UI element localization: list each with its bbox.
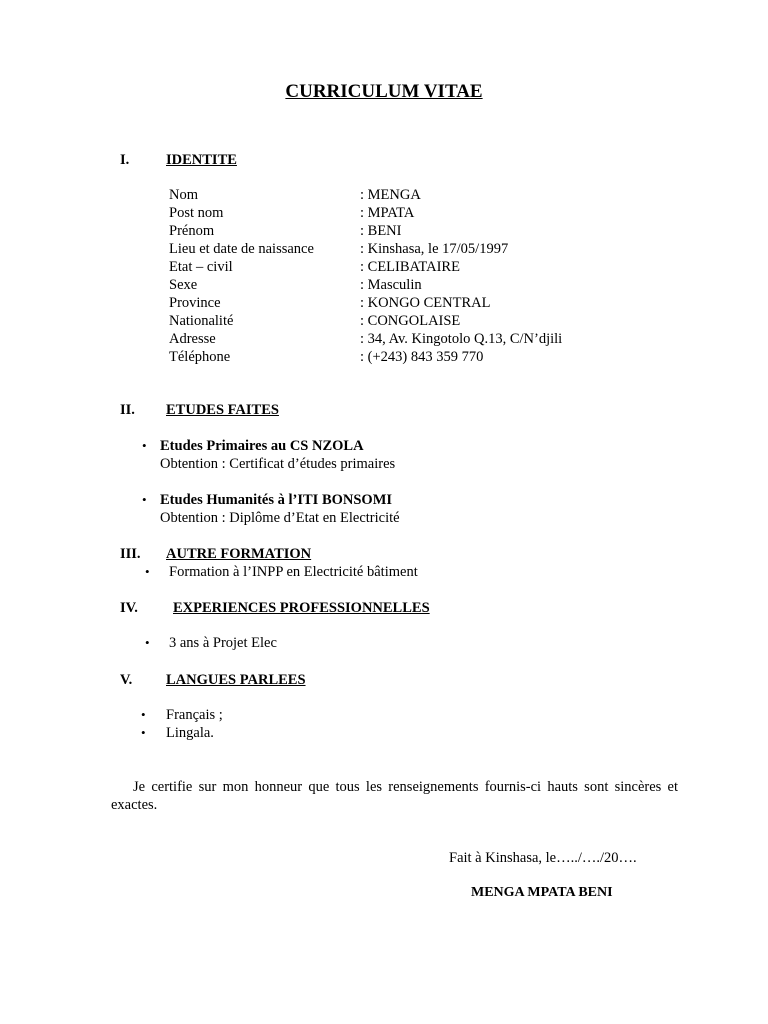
language-item: Français ; — [166, 707, 223, 723]
identity-value: : Masculin — [360, 277, 422, 293]
identity-label: Sexe — [169, 277, 198, 293]
section-heading-experience: EXPERIENCES PROFESSIONNELLES — [173, 600, 430, 616]
document-title: CURRICULUM VITAE — [285, 81, 483, 102]
identity-label: Nom — [169, 187, 198, 203]
identity-value: : (+243) 843 359 770 — [360, 349, 484, 365]
identity-label: Prénom — [169, 223, 215, 239]
identity-label: Adresse — [169, 331, 216, 347]
section-number-identity: I. — [120, 152, 130, 168]
signature-name: MENGA MPATA BENI — [471, 885, 613, 900]
bullet-icon: • — [141, 725, 146, 740]
section-heading-studies: ETUDES FAITES — [166, 402, 279, 418]
training-item: Formation à l’INPP en Electricité bâtiment — [169, 564, 418, 580]
identity-value: : BENI — [360, 223, 402, 239]
identity-value: : Kinshasa, le 17/05/1997 — [360, 241, 509, 257]
bullet-icon: • — [142, 438, 147, 453]
identity-value: : CONGOLAISE — [360, 313, 461, 329]
identity-label: Post nom — [169, 205, 224, 221]
study-detail: Obtention : Certificat d’études primaires — [160, 456, 396, 472]
bullet-icon: • — [145, 635, 150, 650]
certification-statement: Je certifie sur mon honneur que tous les renseignements fournis-ci hauts sont sincères et exactes. — [111, 779, 678, 813]
identity-label: Etat – civil — [169, 259, 233, 275]
language-item: Lingala. — [166, 725, 214, 741]
section-heading-languages: LANGUES PARLEES — [166, 672, 306, 688]
identity-label: Province — [169, 295, 221, 311]
section-number-studies: II. — [120, 402, 135, 418]
section-number-languages: V. — [120, 672, 133, 688]
section-number-experience: IV. — [120, 600, 138, 616]
study-title: Etudes Humanités à l’ITI BONSOMI — [160, 492, 393, 508]
experience-item: 3 ans à Projet Elec — [169, 635, 277, 651]
section-heading-training: AUTRE FORMATION — [166, 546, 312, 562]
identity-value: : 34, Av. Kingotolo Q.13, C/N’djili — [360, 331, 563, 347]
study-title: Etudes Primaires au CS NZOLA — [160, 438, 364, 454]
identity-label: Téléphone — [169, 349, 231, 365]
study-detail: Obtention : Diplôme d’Etat en Electricité — [160, 510, 400, 526]
bullet-icon: • — [141, 707, 146, 722]
identity-value: : MPATA — [360, 205, 415, 221]
identity-value: : MENGA — [360, 187, 421, 203]
bullet-icon: • — [145, 564, 150, 579]
place-date: Fait à Kinshasa, le…../…./20…. — [449, 850, 637, 866]
identity-value: : KONGO CENTRAL — [360, 295, 491, 311]
section-number-training: III. — [120, 546, 141, 562]
section-heading-identity: IDENTITE — [166, 152, 237, 168]
identity-label: Lieu et date de naissance — [169, 241, 314, 257]
bullet-icon: • — [142, 492, 147, 507]
identity-label: Nationalité — [169, 313, 234, 329]
identity-value: : CELIBATAIRE — [360, 259, 460, 275]
